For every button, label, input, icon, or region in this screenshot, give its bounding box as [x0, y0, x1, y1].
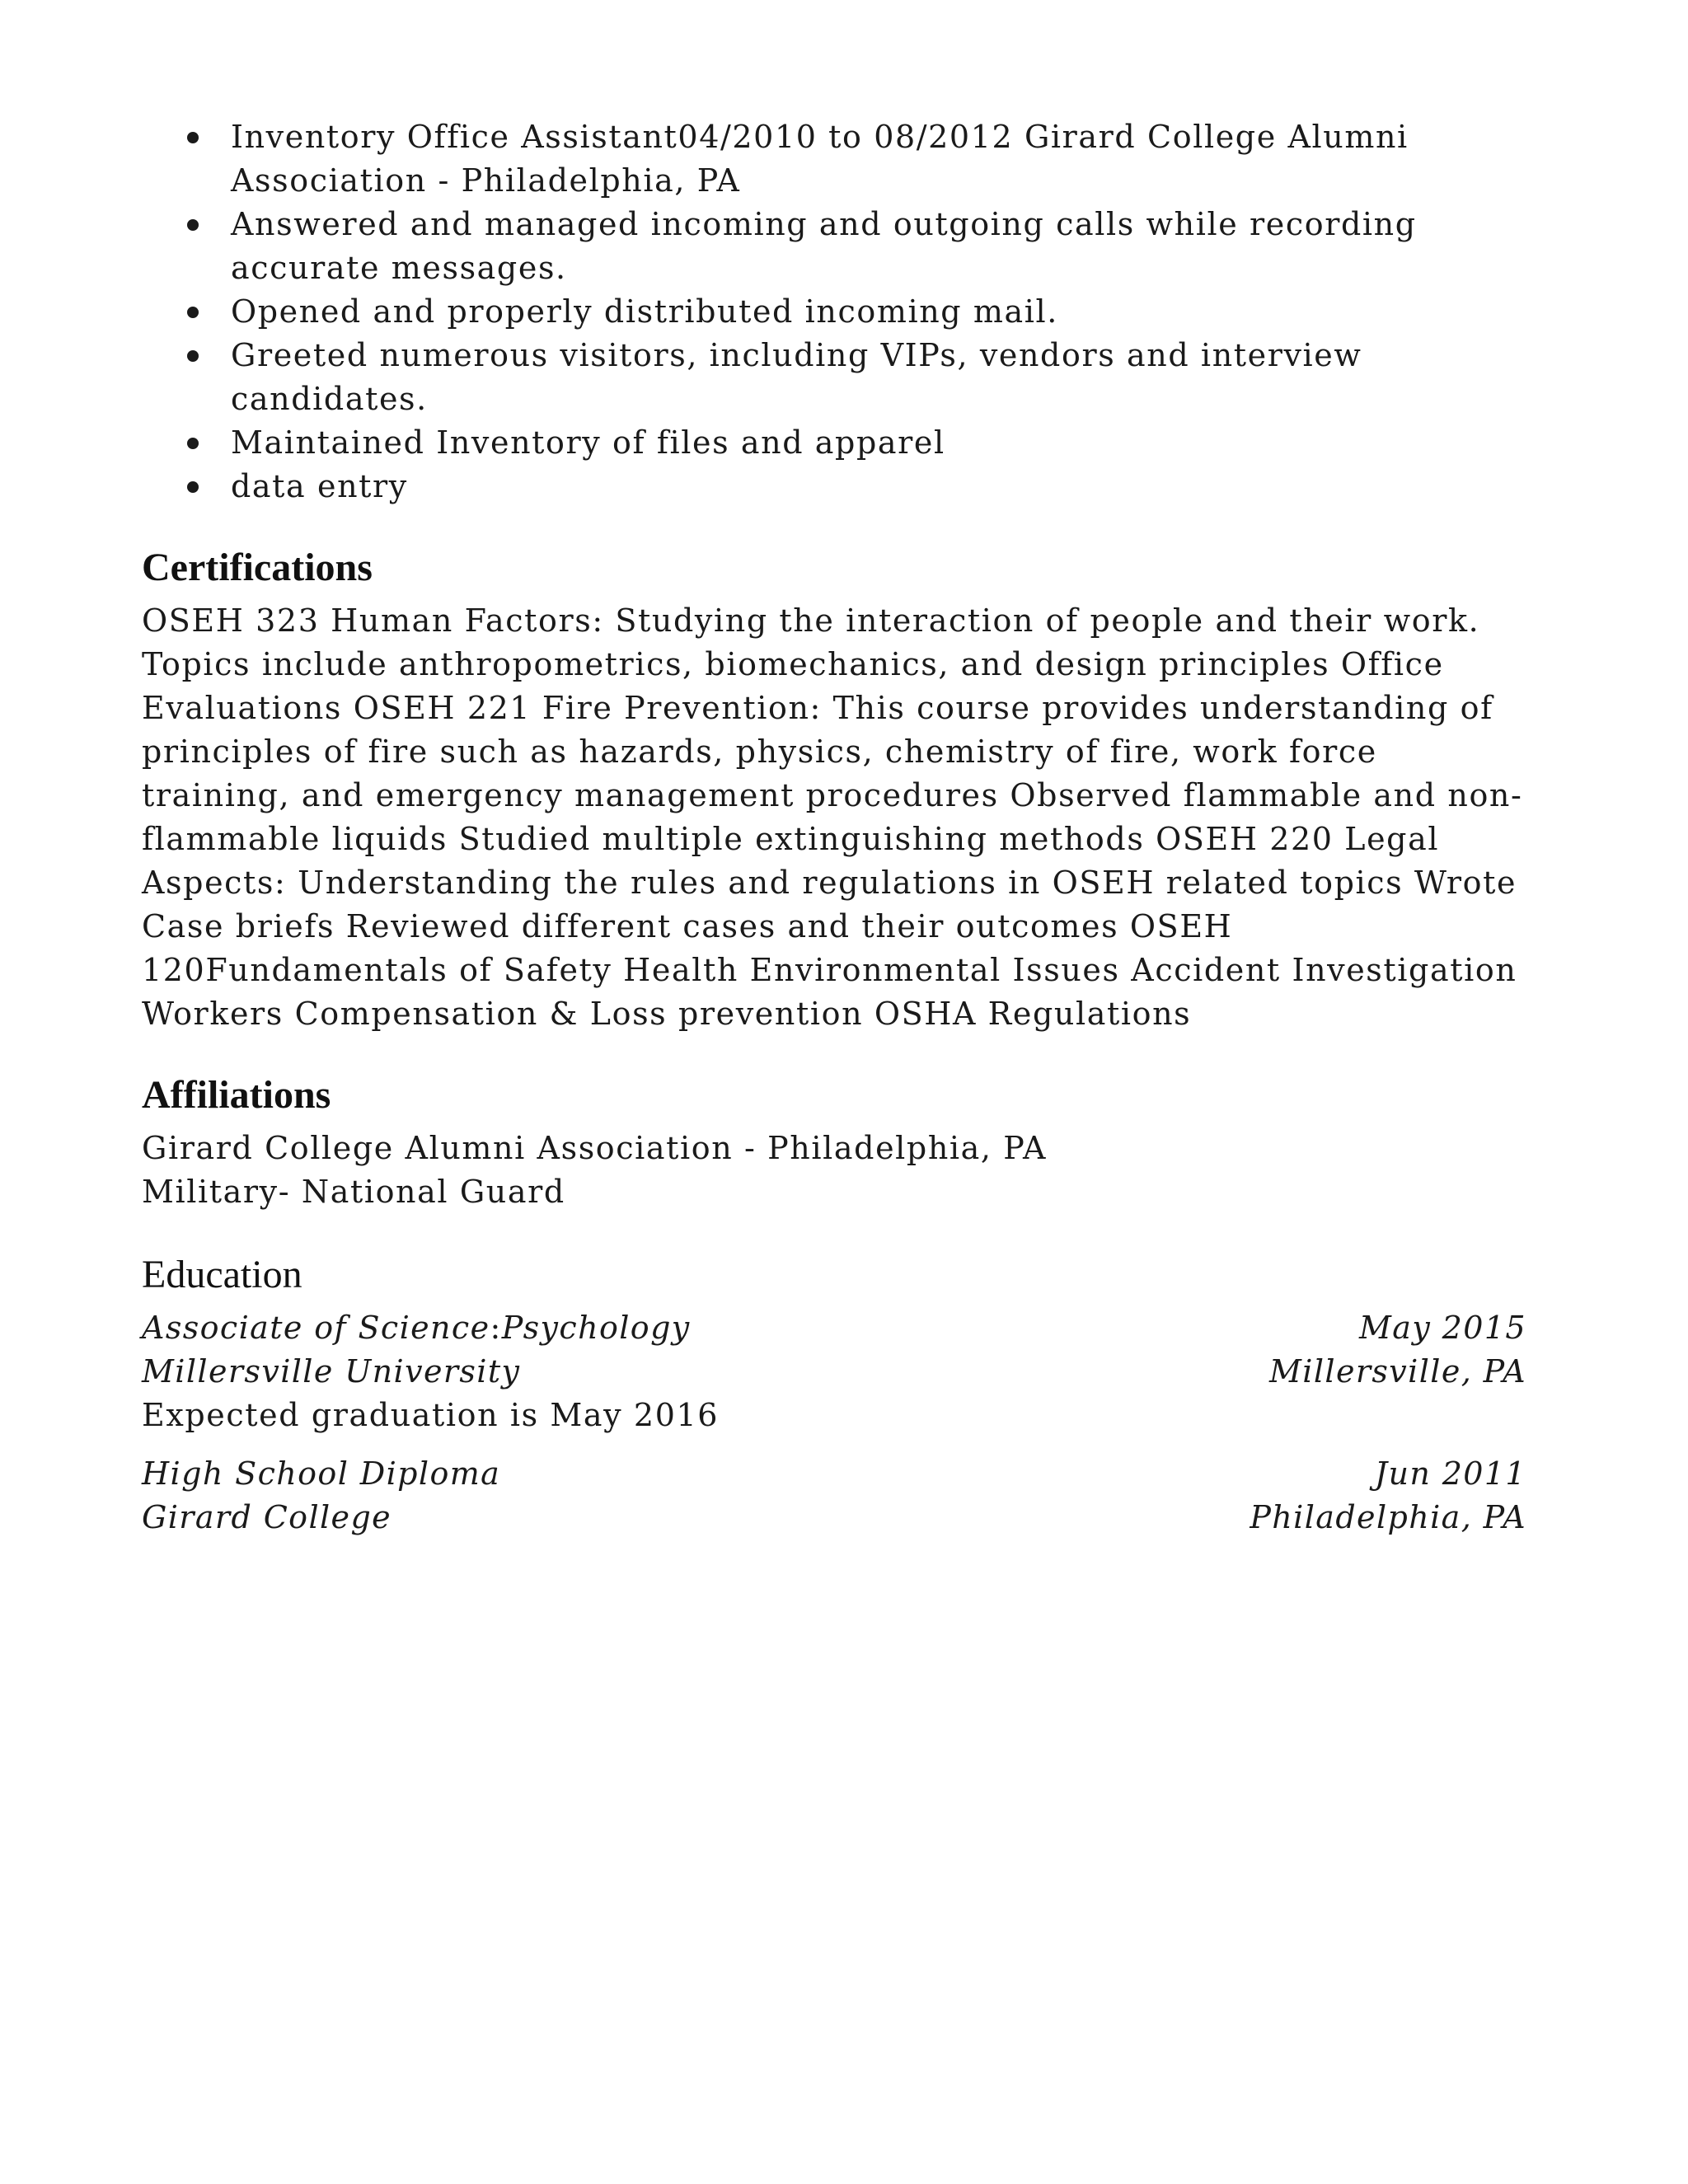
education-entry	[142, 1306, 1526, 1437]
affiliations-heading: Affiliations	[142, 1073, 331, 1117]
degree-name: High School Diploma	[142, 1455, 501, 1492]
bullet-text: Opened and properly distributed incoming mail.	[231, 293, 1058, 330]
education-date: May 2015	[1358, 1310, 1526, 1346]
affiliation-item: Military- National Guard	[142, 1174, 565, 1210]
school-name: Millersville University	[142, 1353, 521, 1390]
education-heading: Education	[142, 1253, 302, 1296]
school-name: Girard College	[142, 1499, 392, 1535]
degree-line	[142, 1306, 691, 1350]
bullet-icon	[187, 350, 199, 362]
list-item	[142, 115, 1526, 203]
education-degree-row	[142, 1452, 1526, 1496]
bullet-icon	[187, 307, 199, 318]
school-location: Philadelphia, PA	[1250, 1499, 1526, 1535]
degree-field: Psychology	[501, 1310, 691, 1346]
education-school-row	[142, 1496, 1526, 1540]
list-item	[142, 465, 1526, 509]
certifications-heading: Certifications	[142, 546, 373, 589]
bullet-icon	[187, 438, 199, 449]
bullet-icon	[187, 481, 199, 493]
degree-separator: :	[490, 1310, 502, 1346]
education-note: Expected graduation is May 2016	[142, 1397, 720, 1433]
certifications-text: OSEH 323 Human Factors: Studying the interaction of people and their work. Topics include anthropometrics, biomechanics, and design principles Office Evaluations OSEH 221 Fire Prevention: This course provides understanding of principles of fire such as hazards, physics, chemistry of fire, work force training, and emergency management procedures Observed flammable and non-flammable liquids Studied multiple extinguishing methods OSEH 220 Legal Aspects: Understanding the rules and regulations in OSEH related topics Wrote Case briefs Reviewed different cases and their outcomes OSEH 120Fundamentals of Safety Health Environmental Issues Accident Investigation Workers Compensation & Loss prevention OSHA Regulations	[142, 602, 1523, 1032]
resume-page	[142, 115, 1526, 1540]
bullet-text: Greeted numerous visitors, including VIPs, vendors and interview candidates.	[231, 337, 1362, 417]
list-item	[142, 421, 1526, 465]
list-item	[142, 334, 1526, 421]
education-degree-row	[142, 1306, 1526, 1350]
experience-bullet-list	[142, 115, 1526, 509]
list-item	[142, 203, 1526, 290]
school-location: Millersville, PA	[1268, 1353, 1526, 1390]
degree-name: Associate of Science	[142, 1310, 490, 1346]
affiliations-list	[142, 1127, 1526, 1214]
affiliation-item: Girard College Alumni Association - Philadelphia, PA	[142, 1130, 1047, 1166]
bullet-text: data entry	[231, 468, 408, 504]
bullet-text: Answered and managed incoming and outgoing calls while recording accurate messages.	[231, 206, 1417, 286]
education-date: Jun 2011	[1374, 1455, 1526, 1492]
bullet-text: Inventory Office Assistant04/2010 to 08/2012 Girard College Alumni Association - Philadelphia, PA	[231, 119, 1409, 199]
list-item	[142, 290, 1526, 334]
bullet-icon	[187, 132, 199, 143]
bullet-icon	[187, 219, 199, 231]
education-school-row	[142, 1350, 1526, 1394]
education-entry	[142, 1452, 1526, 1540]
bullet-text: Maintained Inventory of files and apparel	[231, 424, 945, 461]
